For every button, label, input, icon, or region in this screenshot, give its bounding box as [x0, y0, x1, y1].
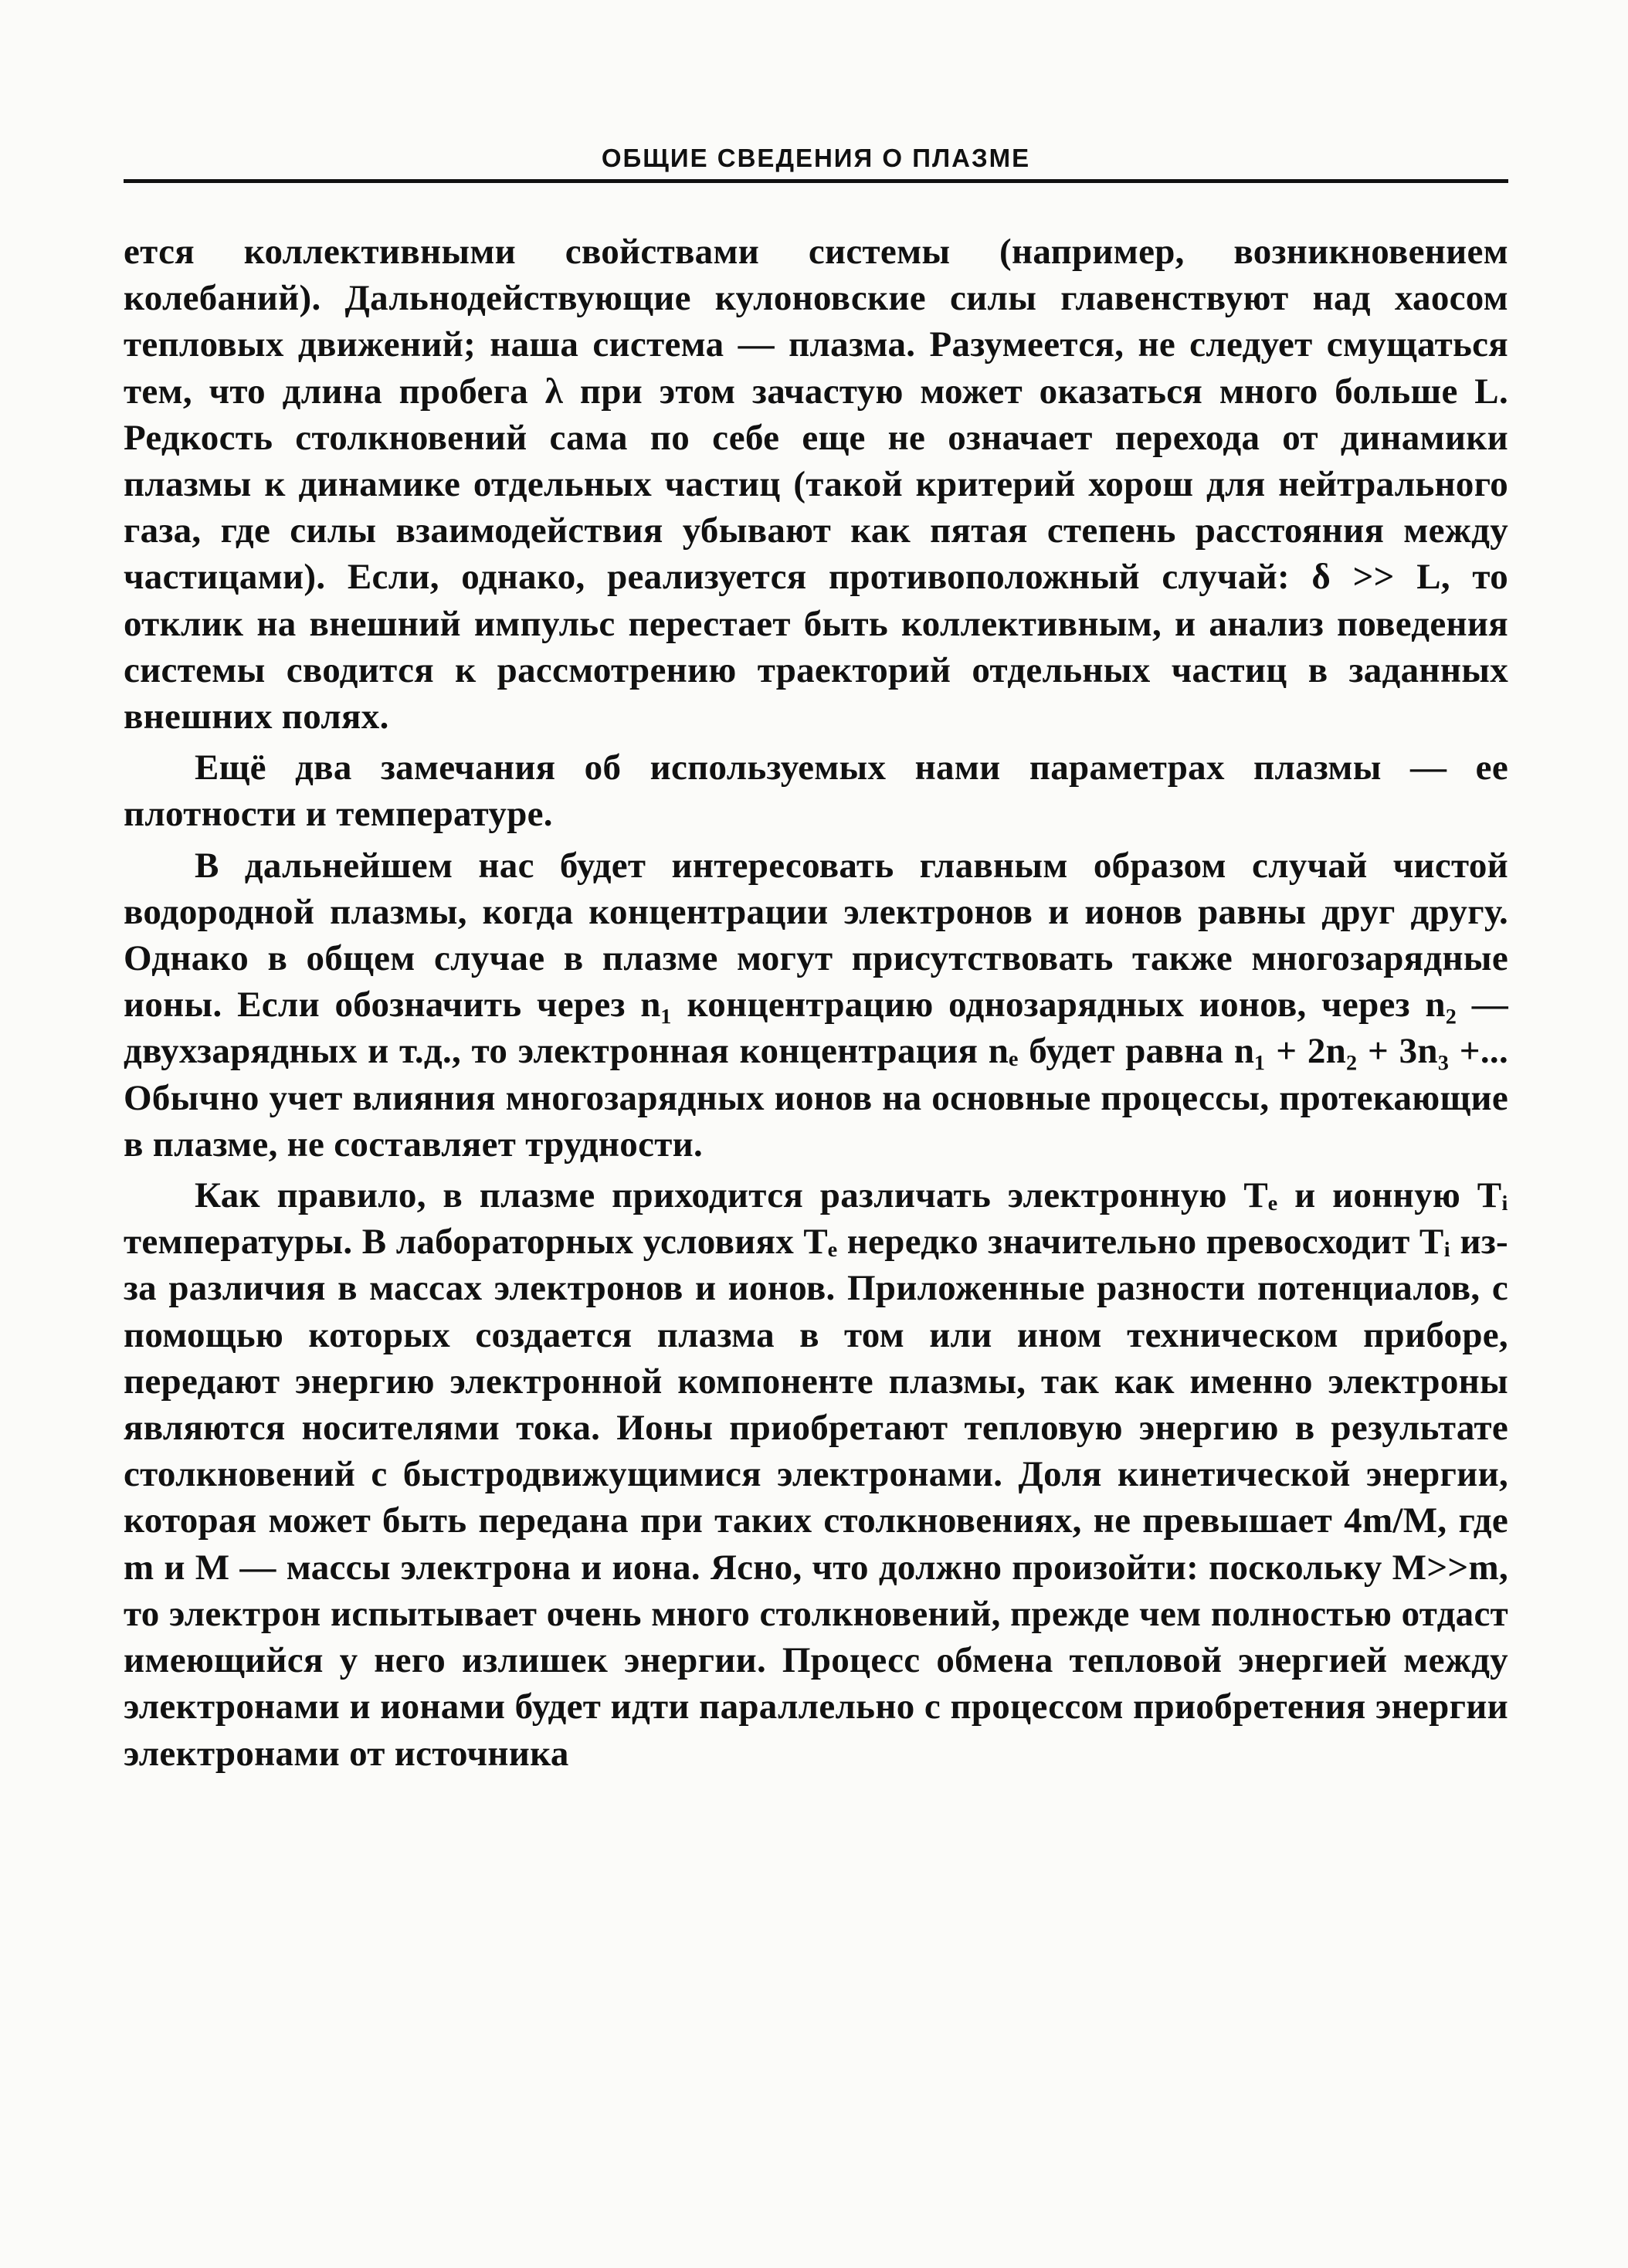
header-rule: [124, 179, 1508, 183]
paragraph-1: ется коллективными свойствами системы (например, возникновением колебаний). Дальнодействующие кулоновские силы главенствуют над хаосом тепловых движений; наша система — плазма. Разумеется, не следует смущаться тем, что длина пробега λ при этом зачастую может оказаться много больше L. Редкость столкновений сама по себе еще не означает перехода от динамики плазмы к динамике отдельных частиц (такой критерий хорош для нейтрального газа, где силы взаимодействия убывают как пятая степень расстояния между частицами). Если, однако, реализуется противоположный случай: δ >> L, то отклик на внешний импульс перестает быть коллективным, и анализ поведения системы сводится к рассмотрению траекторий отдельных частиц в заданных внешних полях.: [124, 232, 1508, 737]
paragraph-4: Как правило, в плазме приходится различать электронную Tₑ и ионную Tᵢ температуры. В лабораторных условиях Tₑ нередко значительно превосходит Tᵢ из-за различия в массах электронов и ионов. Приложенные разности потенциалов, с помощью которых создается плазма в том или ином техническом приборе, передают энергию электронной компоненте плазмы, так как именно электроны являются носителями тока. Ионы приобретают тепловую энергию в результате столкновений с быстродвижущимися электронами. Доля кинетической энергии, которая может быть передана при таких столкновениях, не превышает 4m/M, где m и M — массы электрона и иона. Ясно, что должно произойти: поскольку M>>m, то электрон испытывает очень много столкновений, прежде чем полностью отдаст имеющийся у него излишек энергии. Процесс обмена тепловой энергией между электронами и ионами будет идти параллельно с процессом приобретения энергии электронами от источника: [124, 1175, 1508, 1774]
running-header: ОБЩИЕ СВЕДЕНИЯ О ПЛАЗМЕ: [601, 144, 1031, 172]
book-page: [124, 0, 1508, 2268]
paragraph-3: В дальнейшем нас будет интересовать главным образом случай чистой водородной плазмы, когда концентрации электронов и ионов равны друг другу. Однако в общем случае в плазме могут присутствовать также многозарядные ионы. Если обозначить через n₁ концентрацию однозарядных ионов, через n₂ — двухзарядных и т.д., то электронная концентрация nₑ будет равна n₁ + 2n₂ + 3n₃ +... Обычно учет влияния многозарядных ионов на основные процессы, протекающие в плазме, не составляет трудности.: [124, 845, 1508, 1165]
paragraph-2: Ещё два замечания об используемых нами параметрах плазмы — ее плотности и температуре.: [124, 748, 1508, 835]
body-text: [124, 229, 1508, 1777]
